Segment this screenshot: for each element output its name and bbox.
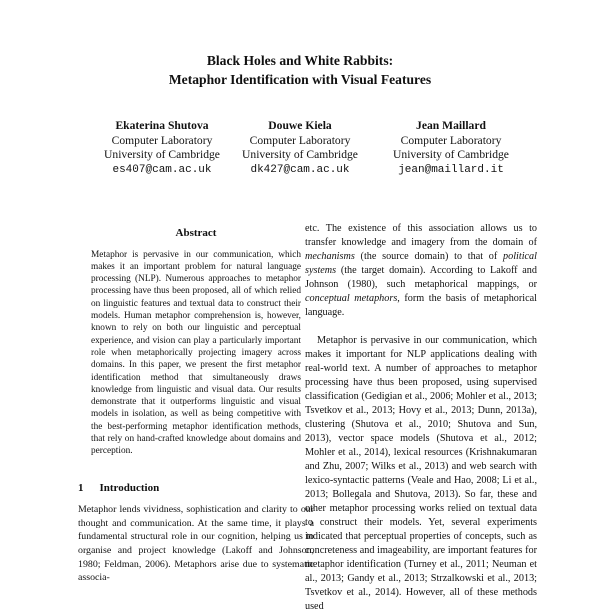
author-university: University of Cambridge bbox=[242, 148, 358, 161]
author-3 bbox=[371, 119, 531, 177]
introduction-body bbox=[78, 503, 314, 585]
author-name: Ekaterina Shutova bbox=[115, 119, 209, 132]
author-university: University of Cambridge bbox=[104, 148, 220, 161]
section-heading-introduction bbox=[78, 482, 314, 496]
title-line-1: Black Holes and White Rabbits: bbox=[206, 53, 394, 68]
left-column bbox=[78, 227, 314, 585]
author-name: Douwe Kiela bbox=[268, 119, 332, 132]
author-email: dk427@cam.ac.uk bbox=[250, 163, 350, 176]
author-2 bbox=[220, 119, 380, 177]
emphasis-political-systems: political systems bbox=[305, 251, 537, 276]
abstract-text: Metaphor is pervasive in our communication, which makes it an important problem for natural language processing (NLP). Numerous approaches to metaphor processing have thus been proposed, all of which relied on linguistic features and textual data to construct their models. Human metaphor comprehension is, however, known to rely on both our linguistic and perceptual experience, and vision can play a particularly important role when metaphorically projecting imagery across domains. In this paper, we present the first metaphor identification method that simultaneously draws knowledge from linguistic and visual data. Our results demonstrate that it outperforms linguistic and visual models in isolation, as well as being competitive with the best-performing metaphor identification methods, that rely on hand-crafted knowledge about domains and perception. bbox=[91, 249, 301, 457]
author-email: jean@maillard.it bbox=[398, 163, 504, 176]
right-paragraph-2: Metaphor is pervasive in our communication, which makes it important for NLP applications dealing with real-world text. A number of approaches to metaphor processing have thus been proposed, using supervised classification (Gedigian et al., 2006; Mohler et al., 2013; Tsvetkov et al., 2013; Hovy et al., 2013; Dunn, 2013a), clustering (Shutova et al., 2010; Shutova and Sun, 2013), vector space models (Shutova et al., 2012; Mohler et al., 2014), lexical resources (Krishnakumaran and Zhu, 2007; Wilks et al., 2013) and web search with lexico-syntactic patterns (Veale and Hao, 2008; Li et al., 2013; Bollegala and Shutova, 2013). So far, these and other metaphor processing works relied on textual data to construct their models. Yet, several experiments indicated that perceptual properties of concepts, such as concreteness and imageability, are important features for metaphor identification (Turney et al., 2011; Neuman et al., 2013; Gandy et al., 2013; Strzalkowski et al., 2013; Tsvetkov et al., 2014). However, all of these methods used bbox=[305, 335, 537, 612]
abstract-heading: Abstract bbox=[175, 227, 217, 239]
title-line-2: Metaphor Identification with Visual Features bbox=[168, 72, 432, 87]
author-email: es407@cam.ac.uk bbox=[112, 163, 212, 176]
author-affiliation: Computer Laboratory bbox=[249, 133, 351, 147]
author-1 bbox=[82, 119, 242, 177]
emphasis-conceptual-metaphors: conceptual metaphors bbox=[305, 293, 398, 304]
introduction-paragraph: Metaphor lends vividness, sophistication and clarity to our thought and communication. At the same time, it plays a fundamental structural role in our cognition, helping us to organise and project knowledge (Lakoff and Johnson, 1980; Feldman, 2006). Metaphors arise due to systematic associa- bbox=[78, 504, 314, 584]
section-title: Introduction bbox=[99, 481, 160, 494]
right-paragraph-1: etc. The existence of this association allows us to transfer knowledge and imagery from the domain of mechanisms (the source domain) to that of political systems (the target domain). According to Lakoff and Johnson (1980), such metaphorical mappings, or conceptual metaphors, form the basis of metaphorical language. bbox=[305, 223, 537, 318]
author-university: University of Cambridge bbox=[393, 148, 509, 161]
section-number: 1 bbox=[78, 481, 84, 494]
author-name: Jean Maillard bbox=[416, 119, 486, 132]
abstract-body bbox=[78, 249, 314, 458]
paper-title bbox=[0, 51, 600, 89]
emphasis-mechanisms: mechanisms bbox=[305, 251, 355, 262]
right-column bbox=[305, 222, 537, 614]
author-affiliation: Computer Laboratory bbox=[400, 133, 502, 147]
author-affiliation: Computer Laboratory bbox=[111, 133, 213, 147]
